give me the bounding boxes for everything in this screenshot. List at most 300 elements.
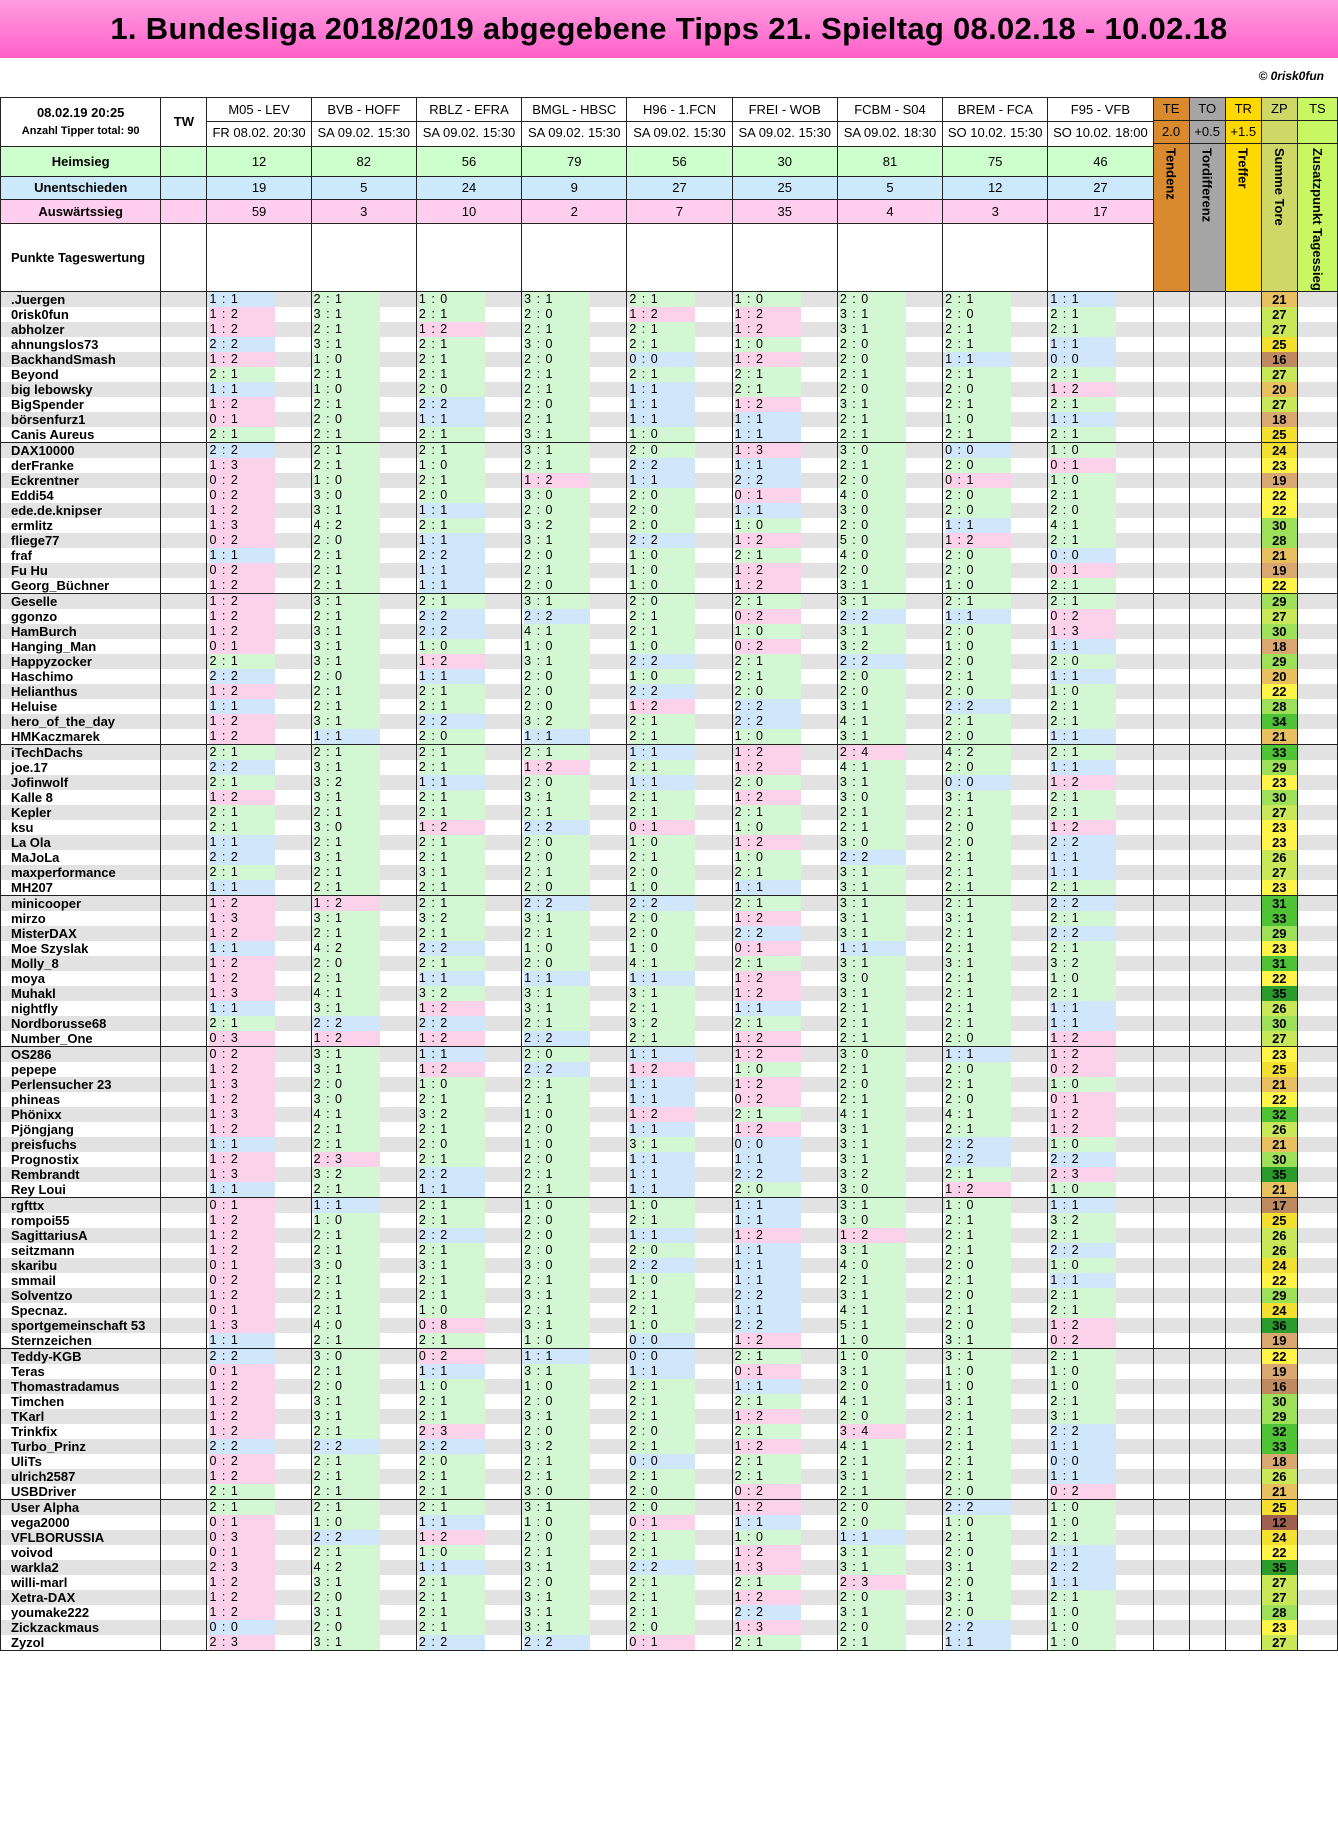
tip-value: 2 : 0 xyxy=(629,518,695,533)
tip-value: 2 : 1 xyxy=(1050,1349,1116,1364)
empty-cell xyxy=(627,223,732,291)
player-name: Timchen xyxy=(1,1394,161,1409)
tip-value: 2 : 1 xyxy=(524,322,590,337)
bonus-label: Treffer xyxy=(1235,148,1251,189)
tip-cell xyxy=(416,835,521,850)
bonus-cell xyxy=(1225,1394,1261,1409)
tip-cell xyxy=(416,533,521,548)
bonus-cell xyxy=(1189,488,1225,503)
bonus-cell xyxy=(1225,563,1261,578)
zp-score: 26 xyxy=(1261,1001,1297,1016)
tip-value: 0 : 0 xyxy=(629,1349,695,1364)
tip-value: 1 : 1 xyxy=(1050,729,1116,744)
tip-cell xyxy=(416,473,521,488)
player-name: rompoi55 xyxy=(1,1213,161,1228)
tip-cell xyxy=(732,744,837,760)
player-name: fliege77 xyxy=(1,533,161,548)
tip-value: 3 : 2 xyxy=(524,518,590,533)
tip-value: 3 : 1 xyxy=(314,594,380,609)
bonus-cell xyxy=(1225,1046,1261,1062)
tip-value: 3 : 0 xyxy=(314,488,380,503)
tip-value: 1 : 2 xyxy=(945,533,1011,548)
tip-cell xyxy=(1048,1530,1153,1545)
tip-cell xyxy=(416,1333,521,1349)
tip-value: 2 : 2 xyxy=(945,1620,1011,1635)
tip-cell xyxy=(416,1469,521,1484)
player-name: vega2000 xyxy=(1,1515,161,1530)
stat-value: 5 xyxy=(837,176,942,199)
stat-label: Heimsieg xyxy=(1,146,161,176)
tip-value: 1 : 1 xyxy=(419,1515,485,1530)
tip-cell xyxy=(1048,790,1153,805)
tip-value: 1 : 2 xyxy=(735,1409,801,1424)
ts-cell xyxy=(1297,624,1337,639)
tip-value: 2 : 1 xyxy=(314,578,380,593)
tip-cell xyxy=(207,956,311,971)
tw-cell xyxy=(161,1379,207,1394)
tip-value: 2 : 1 xyxy=(629,805,695,820)
zp-score: 22 xyxy=(1261,684,1297,699)
zp-score: 27 xyxy=(1261,1590,1297,1605)
bonus-value: +1.5 xyxy=(1226,121,1261,144)
tip-value: 2 : 1 xyxy=(945,1077,1011,1092)
bonus-cell xyxy=(1153,835,1189,850)
tip-value: 1 : 0 xyxy=(1050,1605,1116,1620)
tip-cell xyxy=(522,1303,627,1318)
stat-value: 4 xyxy=(837,200,942,223)
tip-cell xyxy=(207,1348,311,1364)
player-name: maxperformance xyxy=(1,865,161,880)
tip-cell xyxy=(732,593,837,609)
tip-cell xyxy=(627,956,732,971)
bonus-cell xyxy=(1225,624,1261,639)
player-row xyxy=(1,1318,1338,1333)
tip-cell xyxy=(627,1439,732,1454)
tip-cell xyxy=(627,684,732,699)
tip-cell xyxy=(627,1167,732,1182)
tw-cell xyxy=(161,835,207,850)
tip-cell xyxy=(207,1167,311,1182)
tip-cell xyxy=(207,322,311,337)
player-row xyxy=(1,1590,1338,1605)
tip-value: 2 : 0 xyxy=(524,1424,590,1439)
tip-value: 2 : 1 xyxy=(419,1243,485,1258)
tip-cell xyxy=(627,1364,732,1379)
tip-cell xyxy=(416,1439,521,1454)
tip-value: 1 : 2 xyxy=(735,578,801,593)
bonus-cell xyxy=(1153,1409,1189,1424)
tip-value: 2 : 1 xyxy=(419,1500,485,1515)
zp-score: 24 xyxy=(1261,1258,1297,1273)
stat-value: 9 xyxy=(522,176,627,199)
tip-value: 1 : 2 xyxy=(209,790,275,805)
zp-score: 24 xyxy=(1261,1303,1297,1318)
tip-value: 2 : 2 xyxy=(945,1500,1011,1515)
tip-cell xyxy=(311,1364,416,1379)
tip-value: 2 : 0 xyxy=(840,337,906,352)
zp-score: 22 xyxy=(1261,1545,1297,1560)
tip-value: 0 : 0 xyxy=(735,1137,801,1152)
tip-value: 1 : 1 xyxy=(629,397,695,412)
tip-cell xyxy=(732,397,837,412)
tip-value: 1 : 0 xyxy=(945,639,1011,654)
zp-score: 22 xyxy=(1261,503,1297,518)
bonus-label: Zusatzpunkt Tagessieg xyxy=(1309,148,1325,291)
tip-value: 1 : 2 xyxy=(209,397,275,412)
tip-cell xyxy=(416,1273,521,1288)
tip-value: 1 : 1 xyxy=(1050,760,1116,775)
tip-cell xyxy=(732,291,837,307)
tw-cell xyxy=(161,578,207,594)
tw-cell xyxy=(161,986,207,1001)
ts-cell xyxy=(1297,473,1337,488)
tip-value: 2 : 1 xyxy=(1050,714,1116,729)
tip-value: 2 : 1 xyxy=(209,1016,275,1031)
tip-cell xyxy=(416,775,521,790)
game-date: SO 10.02. 15:30 xyxy=(947,125,1043,141)
tip-value: 2 : 1 xyxy=(524,1077,590,1092)
ts-cell xyxy=(1297,775,1337,790)
tip-value: 2 : 1 xyxy=(629,1409,695,1424)
bonus-cell xyxy=(1225,699,1261,714)
tip-value: 2 : 0 xyxy=(945,1288,1011,1303)
tip-value: 1 : 0 xyxy=(524,1198,590,1213)
tip-cell xyxy=(416,1031,521,1047)
tip-cell xyxy=(522,895,627,911)
tip-cell xyxy=(732,1484,837,1500)
tip-cell xyxy=(311,1288,416,1303)
tip-cell xyxy=(522,1424,627,1439)
tip-cell xyxy=(311,1303,416,1318)
tip-value: 0 : 2 xyxy=(1050,1484,1116,1499)
tip-value: 2 : 0 xyxy=(524,1122,590,1137)
tip-cell xyxy=(627,1409,732,1424)
tip-value: 0 : 1 xyxy=(209,1364,275,1379)
tip-value: 3 : 1 xyxy=(840,1152,906,1167)
tw-cell xyxy=(161,533,207,548)
tip-value: 2 : 1 xyxy=(524,367,590,382)
tip-value: 2 : 1 xyxy=(314,292,380,307)
player-row xyxy=(1,669,1338,684)
tip-value: 1 : 0 xyxy=(1050,1379,1116,1394)
stat-value: 56 xyxy=(416,146,521,176)
game-teams: RBLZ - EFRA xyxy=(417,99,521,122)
bonus-cell xyxy=(1189,895,1225,911)
bonus-cell xyxy=(1189,1575,1225,1590)
tip-cell xyxy=(311,1182,416,1198)
tip-value: 3 : 1 xyxy=(945,911,1011,926)
tip-value: 1 : 1 xyxy=(735,1243,801,1258)
tip-value: 3 : 1 xyxy=(314,1605,380,1620)
bonus-cell xyxy=(1189,760,1225,775)
tip-cell xyxy=(837,1152,942,1167)
tip-value: 1 : 2 xyxy=(419,654,485,669)
tip-cell xyxy=(416,1560,521,1575)
tip-cell xyxy=(943,367,1048,382)
tip-cell xyxy=(522,1499,627,1515)
zp-score: 27 xyxy=(1261,322,1297,337)
tip-value: 0 : 2 xyxy=(209,563,275,578)
player-name: SagittariusA xyxy=(1,1228,161,1243)
player-name: Eckrentner xyxy=(1,473,161,488)
tip-value: 2 : 2 xyxy=(314,1530,380,1545)
tip-cell xyxy=(416,1394,521,1409)
game-date: FR 08.02. 20:30 xyxy=(212,125,306,141)
tip-value: 2 : 1 xyxy=(419,1333,485,1348)
bonus-cell xyxy=(1153,1107,1189,1122)
tip-value: 1 : 0 xyxy=(629,669,695,684)
player-row xyxy=(1,548,1338,563)
tip-value: 2 : 1 xyxy=(314,1182,380,1197)
bonus-cell xyxy=(1153,1560,1189,1575)
tip-cell xyxy=(943,382,1048,397)
tip-value: 3 : 2 xyxy=(314,1167,380,1182)
tip-value: 1 : 2 xyxy=(419,1062,485,1077)
tip-cell xyxy=(943,1394,1048,1409)
tip-cell xyxy=(416,1288,521,1303)
tip-value: 1 : 2 xyxy=(524,473,590,488)
zp-score: 32 xyxy=(1261,1107,1297,1122)
tip-cell xyxy=(416,639,521,654)
tw-cell xyxy=(161,1077,207,1092)
tip-value: 3 : 1 xyxy=(840,986,906,1001)
tip-cell xyxy=(207,1213,311,1228)
player-name: Number_One xyxy=(1,1031,161,1047)
tip-value: 1 : 2 xyxy=(1050,820,1116,835)
tip-cell xyxy=(1048,427,1153,443)
tip-value: 1 : 2 xyxy=(209,609,275,624)
tip-cell xyxy=(732,714,837,729)
zp-score: 17 xyxy=(1261,1197,1297,1213)
player-row xyxy=(1,533,1338,548)
tip-value: 3 : 1 xyxy=(314,714,380,729)
tip-cell xyxy=(943,986,1048,1001)
ts-cell xyxy=(1297,1228,1337,1243)
tip-value: 3 : 1 xyxy=(840,322,906,337)
tip-value: 1 : 0 xyxy=(524,941,590,956)
player-name: Fu Hu xyxy=(1,563,161,578)
bonus-cell xyxy=(1225,1243,1261,1258)
player-name: Teras xyxy=(1,1364,161,1379)
tip-value: 2 : 1 xyxy=(314,1228,380,1243)
tip-cell xyxy=(627,503,732,518)
tip-value: 2 : 0 xyxy=(524,1243,590,1258)
tip-cell xyxy=(732,941,837,956)
tip-cell xyxy=(416,1635,521,1651)
tip-value: 3 : 0 xyxy=(840,790,906,805)
tip-value: 2 : 1 xyxy=(419,1273,485,1288)
ts-cell xyxy=(1297,1333,1337,1349)
tip-value: 1 : 0 xyxy=(1050,1620,1116,1635)
zp-score: 31 xyxy=(1261,895,1297,911)
tip-value: 3 : 1 xyxy=(314,850,380,865)
tip-cell xyxy=(1048,805,1153,820)
tip-value: 2 : 1 xyxy=(945,971,1011,986)
tip-cell xyxy=(416,1228,521,1243)
tip-cell xyxy=(311,397,416,412)
tw-cell xyxy=(161,1107,207,1122)
player-row xyxy=(1,1333,1338,1349)
tip-value: 2 : 1 xyxy=(419,1469,485,1484)
tip-cell xyxy=(311,1107,416,1122)
zp-score: 26 xyxy=(1261,850,1297,865)
tip-cell xyxy=(416,699,521,714)
tip-value: 2 : 1 xyxy=(314,427,380,442)
tip-cell xyxy=(943,699,1048,714)
tip-value: 2 : 0 xyxy=(840,382,906,397)
tip-cell xyxy=(1048,473,1153,488)
game-date: SA 09.02. 15:30 xyxy=(738,125,831,141)
player-row xyxy=(1,518,1338,533)
bonus-cell xyxy=(1225,1197,1261,1213)
tip-cell xyxy=(207,744,311,760)
tip-cell xyxy=(837,1530,942,1545)
bonus-cell xyxy=(1153,865,1189,880)
tip-value: 2 : 0 xyxy=(945,760,1011,775)
tip-value: 1 : 0 xyxy=(419,1077,485,1092)
tip-value: 4 : 1 xyxy=(840,1439,906,1454)
tip-cell xyxy=(311,1031,416,1047)
tip-cell xyxy=(943,1107,1048,1122)
tip-cell xyxy=(1048,1605,1153,1620)
tip-cell xyxy=(207,1394,311,1409)
bonus-cell xyxy=(1225,639,1261,654)
game-teams: FCBM - S04 xyxy=(838,99,942,122)
tip-value: 2 : 0 xyxy=(419,488,485,503)
ts-cell xyxy=(1297,488,1337,503)
tip-value: 1 : 1 xyxy=(524,1349,590,1364)
tip-value: 1 : 0 xyxy=(735,850,801,865)
player-row xyxy=(1,835,1338,850)
tip-value: 2 : 1 xyxy=(314,1273,380,1288)
bonus-cell xyxy=(1225,1213,1261,1228)
tip-cell xyxy=(627,1273,732,1288)
bonus-cell xyxy=(1225,1575,1261,1590)
tip-value: 2 : 1 xyxy=(945,1424,1011,1439)
player-row xyxy=(1,760,1338,775)
tip-cell xyxy=(837,1394,942,1409)
tip-value: 2 : 1 xyxy=(1050,699,1116,714)
zp-score: 24 xyxy=(1261,442,1297,458)
player-name: Rembrandt xyxy=(1,1167,161,1182)
tip-value: 2 : 2 xyxy=(945,1137,1011,1152)
bonus-cell xyxy=(1225,684,1261,699)
tip-value: 3 : 1 xyxy=(314,760,380,775)
tip-cell xyxy=(311,1046,416,1062)
tip-cell xyxy=(522,1213,627,1228)
player-name: Thomastradamus xyxy=(1,1379,161,1394)
zp-score: 33 xyxy=(1261,1439,1297,1454)
tip-value: 1 : 2 xyxy=(209,307,275,322)
tip-cell xyxy=(311,1530,416,1545)
tip-value: 4 : 0 xyxy=(840,488,906,503)
tip-cell xyxy=(943,1213,1048,1228)
tip-cell xyxy=(732,1469,837,1484)
zp-score: 21 xyxy=(1261,1182,1297,1198)
player-row xyxy=(1,654,1338,669)
tip-cell xyxy=(837,835,942,850)
player-row xyxy=(1,699,1338,714)
bonus-cell xyxy=(1189,1545,1225,1560)
tip-cell xyxy=(943,1228,1048,1243)
tip-cell xyxy=(1048,820,1153,835)
tip-cell xyxy=(627,1515,732,1530)
tip-cell xyxy=(207,760,311,775)
bonus-cell xyxy=(1153,1635,1189,1651)
player-name: minicooper xyxy=(1,895,161,911)
tw-cell xyxy=(161,1575,207,1590)
tip-cell xyxy=(627,971,732,986)
tip-value: 3 : 1 xyxy=(524,1364,590,1379)
bonus-cell xyxy=(1153,775,1189,790)
tip-value: 0 : 1 xyxy=(735,488,801,503)
tip-cell xyxy=(943,548,1048,563)
bonus-cell xyxy=(1189,805,1225,820)
player-row xyxy=(1,1560,1338,1575)
tip-cell xyxy=(311,684,416,699)
tip-value: 2 : 1 xyxy=(629,1001,695,1016)
tip-cell xyxy=(627,714,732,729)
tip-value: 2 : 2 xyxy=(419,1167,485,1182)
zp-score: 30 xyxy=(1261,1016,1297,1031)
player-name: Canis Aureus xyxy=(1,427,161,443)
bonus-cell xyxy=(1189,593,1225,609)
tip-value: 3 : 1 xyxy=(524,654,590,669)
tip-cell xyxy=(627,337,732,352)
player-row xyxy=(1,1122,1338,1137)
tip-value: 2 : 1 xyxy=(209,745,275,760)
player-name: MH207 xyxy=(1,880,161,896)
tip-cell xyxy=(732,609,837,624)
tip-cell xyxy=(522,1152,627,1167)
tip-cell xyxy=(311,880,416,896)
game-teams: H96 - 1.FCN xyxy=(627,99,731,122)
tip-value: 1 : 2 xyxy=(209,352,275,367)
tip-cell xyxy=(311,1243,416,1258)
tip-cell xyxy=(627,1620,732,1635)
tip-value: 1 : 2 xyxy=(209,503,275,518)
tip-cell xyxy=(627,1107,732,1122)
tip-value: 3 : 1 xyxy=(945,1394,1011,1409)
tip-cell xyxy=(522,1046,627,1062)
tip-value: 1 : 2 xyxy=(209,594,275,609)
bonus-cell xyxy=(1189,322,1225,337)
zp-score: 35 xyxy=(1261,1167,1297,1182)
tip-value: 2 : 0 xyxy=(314,533,380,548)
tip-cell xyxy=(207,337,311,352)
tip-cell xyxy=(416,1318,521,1333)
tip-cell xyxy=(207,1016,311,1031)
ts-cell xyxy=(1297,1409,1337,1424)
tip-value: 2 : 1 xyxy=(1050,307,1116,322)
tip-value: 2 : 1 xyxy=(419,896,485,911)
zp-score: 21 xyxy=(1261,1137,1297,1152)
tip-cell xyxy=(416,412,521,427)
tip-cell xyxy=(416,669,521,684)
tip-cell xyxy=(837,458,942,473)
tw-cell xyxy=(161,926,207,941)
tip-cell xyxy=(943,442,1048,458)
tw-header: TW xyxy=(161,98,207,147)
tip-value: 2 : 1 xyxy=(1050,1288,1116,1303)
zp-score: 23 xyxy=(1261,458,1297,473)
ts-cell xyxy=(1297,1031,1337,1047)
tip-cell xyxy=(732,322,837,337)
tip-value: 2 : 1 xyxy=(314,745,380,760)
bonus-cell xyxy=(1189,1499,1225,1515)
player-row xyxy=(1,865,1338,880)
tip-cell xyxy=(943,1575,1048,1590)
